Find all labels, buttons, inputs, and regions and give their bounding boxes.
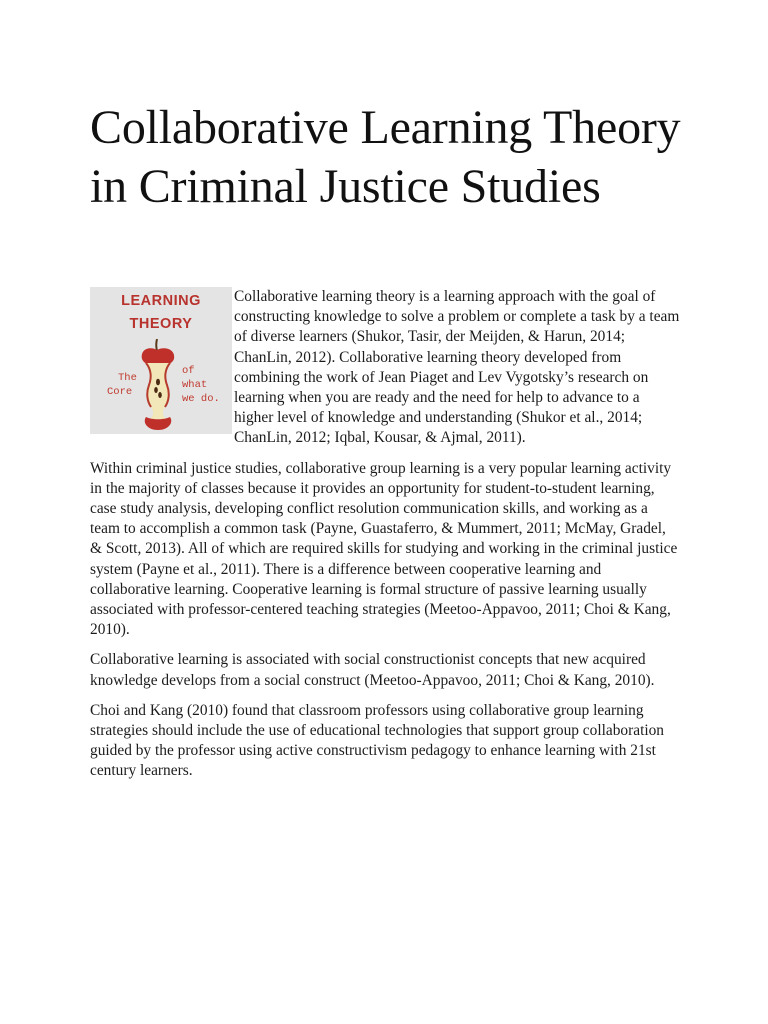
figure-heading-line-1: LEARNING [121,293,201,309]
paragraph-1-text: Collaborative learning theory is a learning approach with the goal of constructing knowledge to solve a problem or complete a task by a team of diverse learners (Shukor, Tasir, der Meijden, & Harun, 2014; ChanLin, 2012). Collaborative learning theory developed from combining the work of Jean Piaget and Lev Vygotsky’s research on learning when you are ready and the need for help to advance to a higher level of knowledge and understanding (Shukor et al., 2014; ChanLin, 2012; Iqbal, Kousar, & Ajmal, 2011). [234,288,680,447]
figure-heading-line-2: THEORY [129,316,193,332]
figure-caption-right-2: what [182,379,208,391]
apple-core-icon [136,339,180,431]
paragraph-3: Collaborative learning is associated with social constructionist concepts that new acquired knowledge develops from a social construct (Meetoo-Appavoo, 2011; Choi & Kang, 2010). [90,651,655,689]
document-body [90,287,680,792]
figure-caption-right-1: of [182,365,195,377]
figure-caption-right-3: we do. [182,393,220,405]
paragraph-1 [90,287,680,449]
paragraph-4: Choi and Kang (2010) found that classroom professors using collaborative group learning strategies should include the use of educational technologies that support group collaboration guided by the professor using active constructivism pedagogy to enhance learning with 21st century learners. [90,701,665,780]
learning-theory-figure [90,287,232,434]
page-title: Collaborative Learning Theory in Criminal Justice Studies [90,101,681,213]
figure-caption-left-2: Core [107,386,133,398]
paragraph-2: Within criminal justice studies, collaborative group learning is a very popular learning activity in the majority of classes because it provides an opportunity for student-to-student learning, case study analysis, developing conflict resolution communication skills, and working as a team to accomplish a common task (Payne, Guastaferro, & Mummert, 2011; McMay, Gradel, & Scott, 2013). All of which are required skills for studying and working in the criminal justice system (Payne et al., 2011). There is a difference between cooperative learning and collaborative learning. Cooperative learning is formal structure of passive learning usually associated with professor-centered teaching strategies (Meetoo-Appavoo, 2011; Choi & Kang, 2010). [90,459,678,639]
figure-caption-left-1: The [118,372,137,384]
